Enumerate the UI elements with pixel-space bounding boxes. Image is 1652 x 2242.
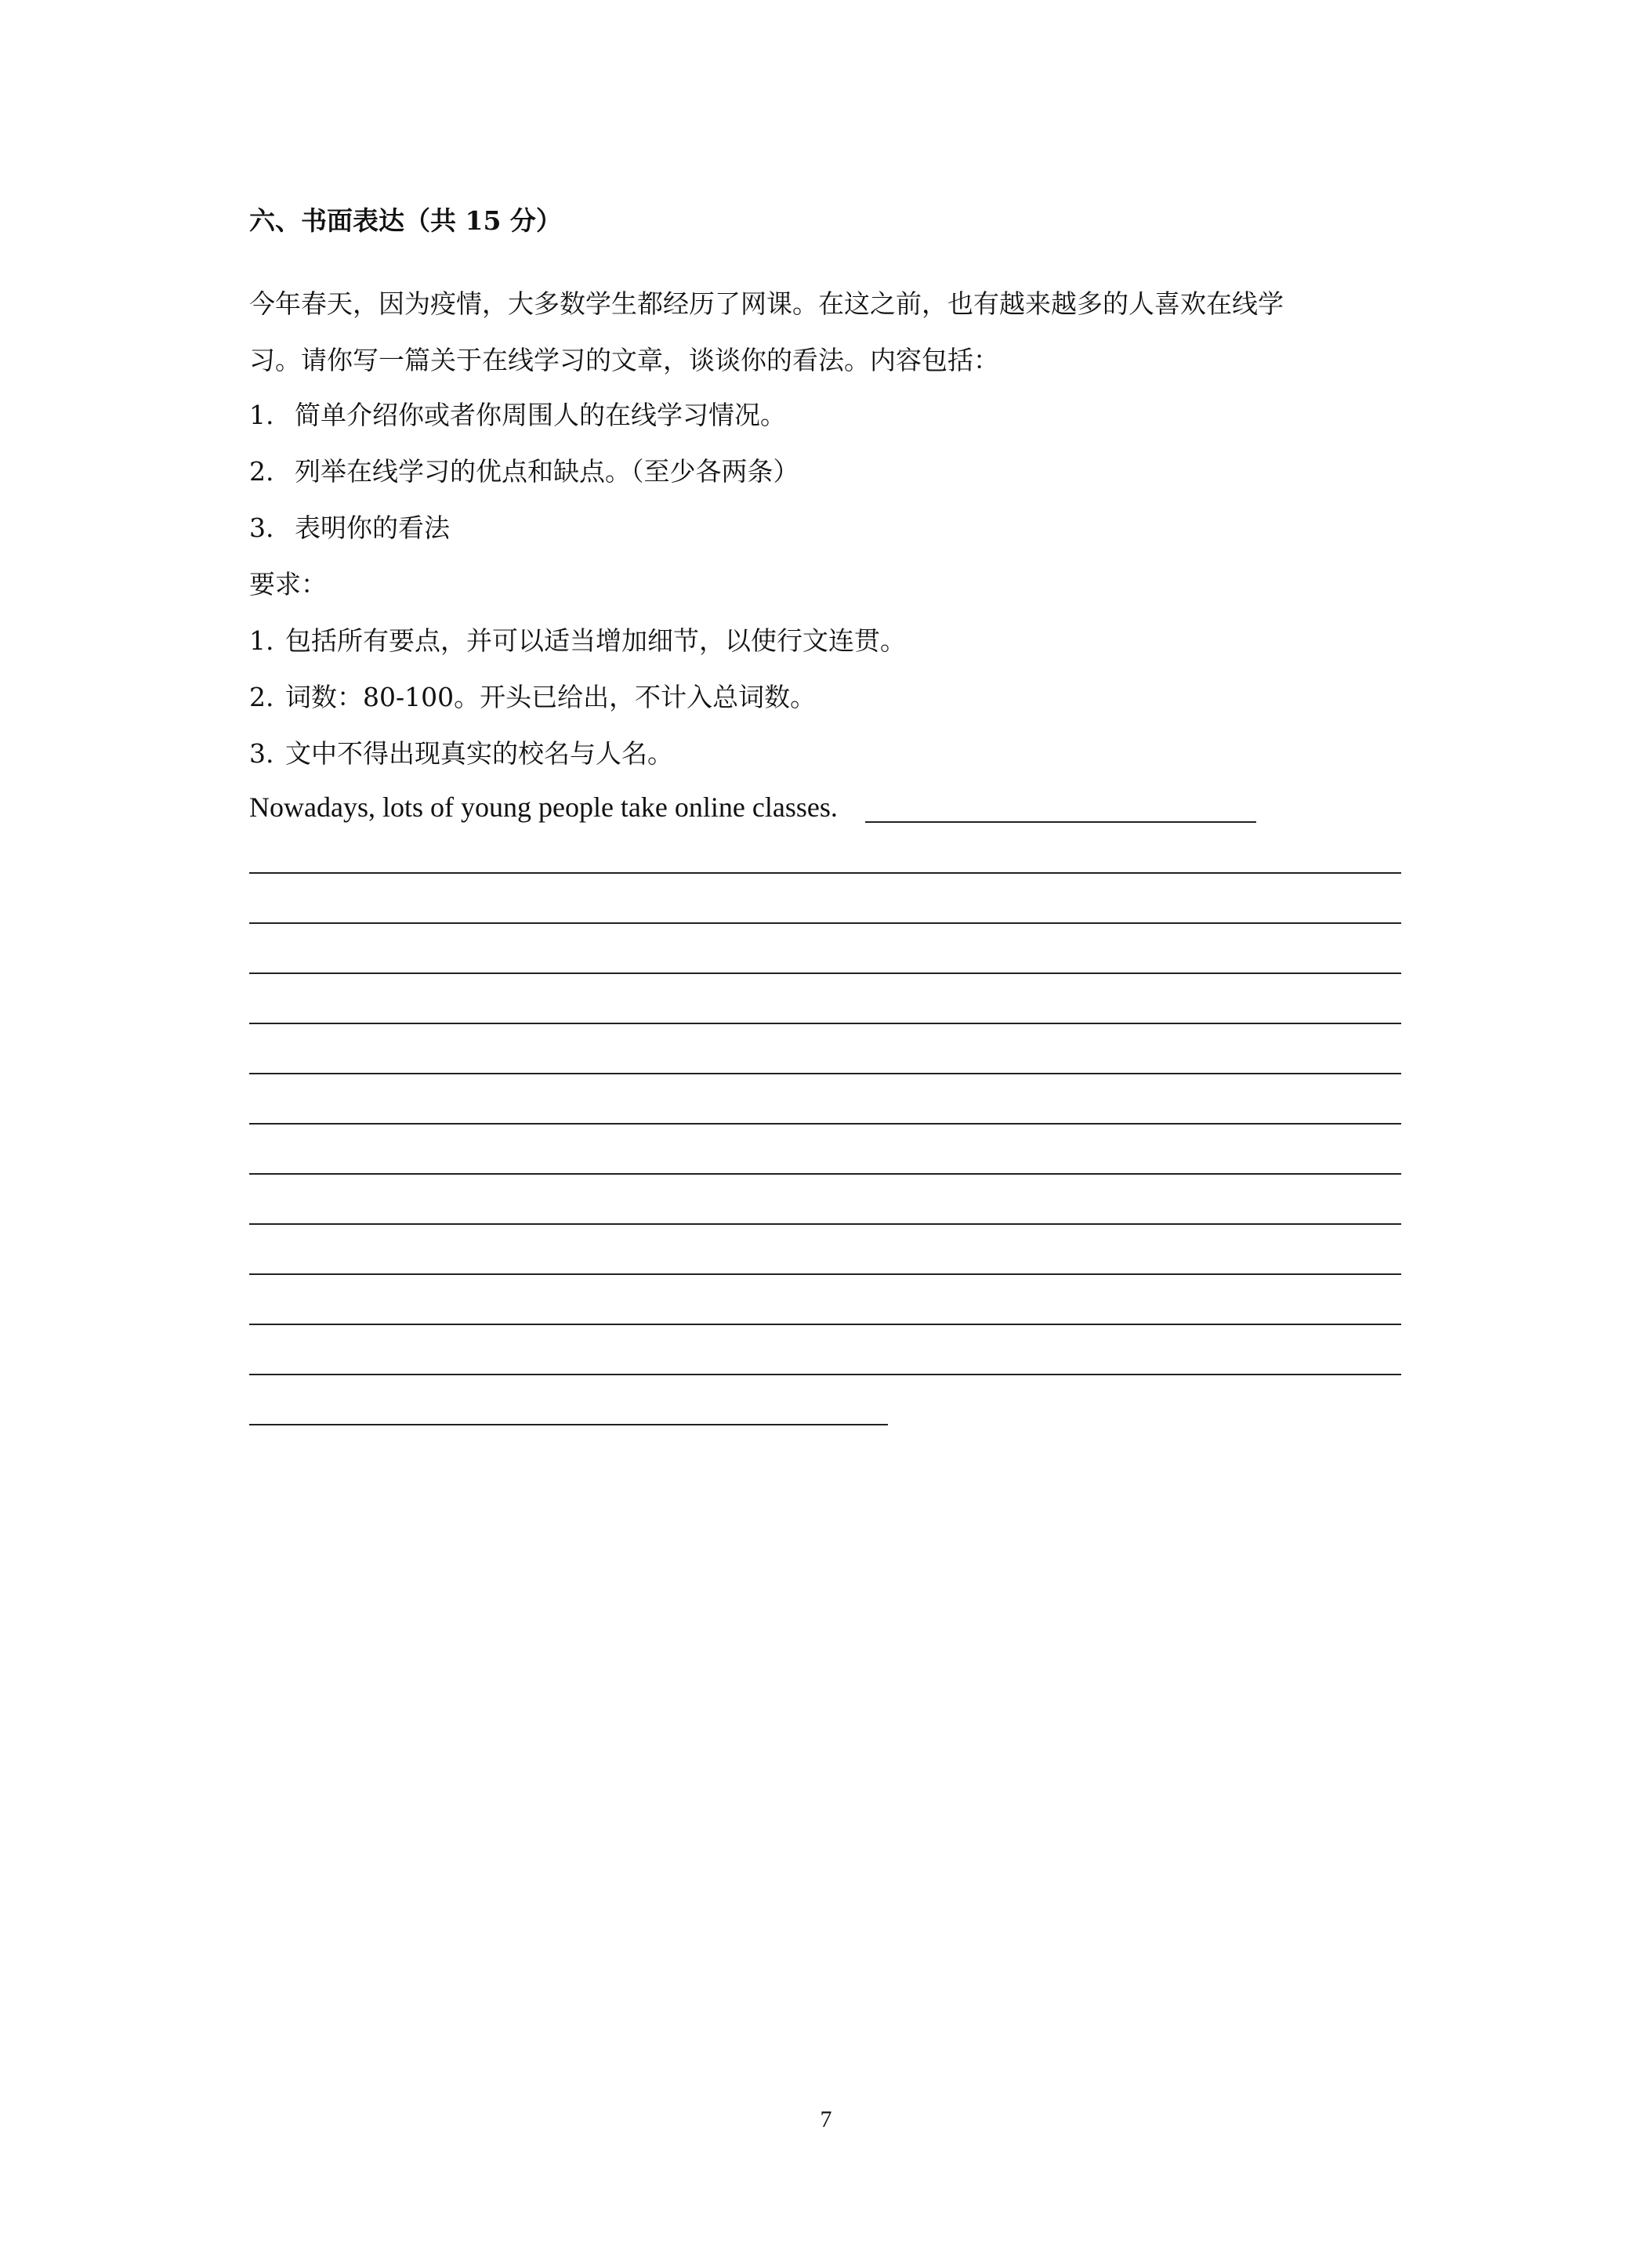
essay-writing-line[interactable] [249,972,1401,974]
content-item-text: 列举在线学习的优点和缺点。（至少各两条） [295,456,799,487]
essay-writing-line[interactable] [249,1173,1401,1175]
content-item-number: 3. [249,513,274,543]
content-item [249,453,799,491]
essay-writing-line[interactable] [249,1073,1401,1074]
requirements-label: 要求： [249,569,327,599]
requirement-item-number: 1. [249,625,274,656]
page-number: 7 [820,2106,832,2132]
requirement-item [249,679,816,716]
task-description-line-2: 习。请你写一篇关于在线学习的文章，谈谈你的看法。内容包括： [249,345,999,375]
content-item-text: 简单介绍你或者你周围人的在线学习情况。 [295,400,786,430]
requirement-item-text: 包括所有要点，并可以适当增加细节，以使行文连贯。 [285,625,906,656]
essay-writing-line[interactable] [249,1374,1401,1375]
content-item-text: 表明你的看法 [295,513,450,543]
requirement-item-text: 词数：80-100。开头已给出，不计入总词数。 [285,682,817,712]
requirement-item-text: 文中不得出现真实的校名与人名。 [285,738,673,769]
requirement-item [249,622,906,660]
essay-writing-line[interactable] [249,1273,1401,1275]
section-heading: 六、书面表达（共 15 分） [249,205,562,236]
content-item [249,509,450,547]
content-item-number: 1. [249,400,274,430]
task-description-line-1: 今年春天，因为疫情，大多数学生都经历了网课。在这之前，也有越来越多的人喜欢在线学 [249,288,1284,319]
requirement-item [249,735,673,773]
essay-writing-line-last[interactable] [249,1424,888,1425]
essay-writing-line[interactable] [249,1324,1401,1325]
essay-writing-line[interactable] [249,1223,1401,1225]
essay-writing-line[interactable] [249,872,1401,874]
content-item [249,397,786,434]
content-item-number: 2. [249,456,274,487]
essay-writing-line[interactable] [249,922,1401,924]
essay-writing-line[interactable] [249,1123,1401,1125]
essay-answer-blank[interactable] [865,821,1256,823]
essay-opening-sentence: Nowadays, lots of young people take online classes. [249,791,838,823]
essay-writing-line[interactable] [249,1023,1401,1024]
task-description [249,276,1401,389]
requirement-item-number: 3. [249,738,274,769]
requirement-item-number: 2. [249,682,274,712]
